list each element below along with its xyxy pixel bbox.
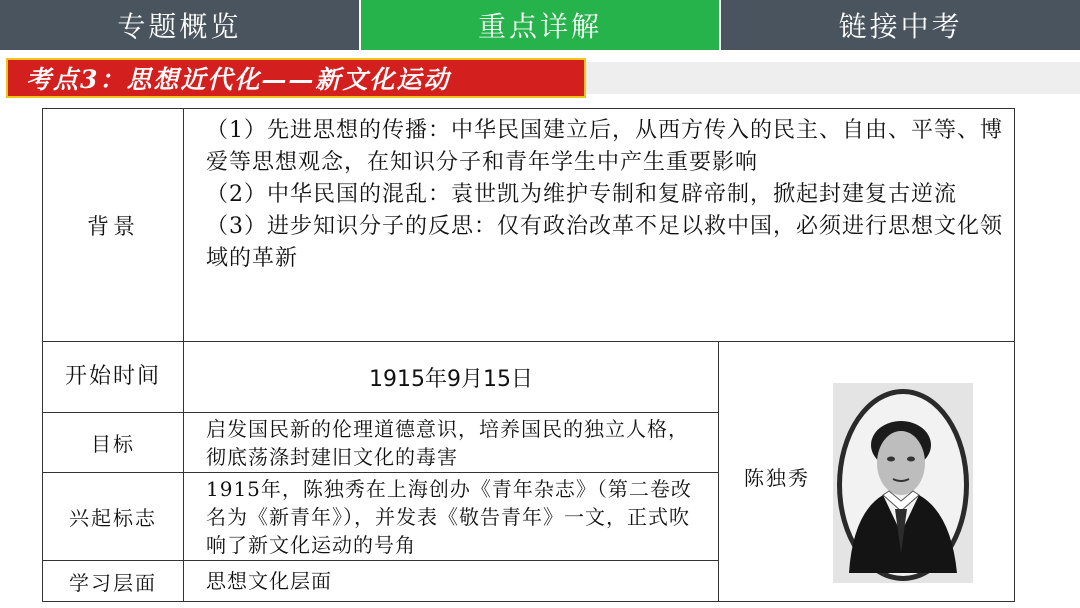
topic-stripe bbox=[586, 62, 1080, 94]
portrait-photo bbox=[833, 383, 973, 583]
tab-bar bbox=[0, 0, 1080, 50]
background-label: 背景 bbox=[42, 108, 184, 342]
background-item: （1）先进思想的传播：中华民国建立后，从西方传入的民主、自由、平等、博爱等思想观念，在知识分子和青年学生中产生重要影响 bbox=[206, 118, 1003, 175]
start-time-label: 开始时间 bbox=[42, 341, 184, 413]
goal-value: 启发国民新的伦理道德意识，培养国民的独立人格，彻底荡涤封建旧文化的毒害 bbox=[183, 412, 719, 473]
portrait-image bbox=[833, 383, 973, 583]
tab-exam-links[interactable]: 链接中考 bbox=[719, 0, 1080, 50]
rise-label: 兴起标志 bbox=[42, 472, 184, 561]
background-content bbox=[183, 108, 1015, 342]
background-item: （3）进步知识分子的反思：仅有政治改革不足以救中国，必须进行思想文化领域的革新 bbox=[206, 214, 1003, 271]
level-label: 学习层面 bbox=[42, 560, 184, 602]
tab-key-points[interactable]: 重点详解 bbox=[359, 0, 720, 50]
person-name: 陈独秀 bbox=[744, 466, 810, 490]
start-time-value: 1915年9月15日 bbox=[183, 341, 719, 413]
tab-overview[interactable]: 专题概览 bbox=[0, 0, 359, 50]
goal-label: 目标 bbox=[42, 412, 184, 473]
level-value: 思想文化层面 bbox=[183, 560, 719, 602]
topic-title: 考点3：思想近代化——新文化运动 bbox=[6, 58, 586, 98]
background-item: （2）中华民国的混乱：袁世凯为维护专制和复辟帝制，掀起封建复古逆流 bbox=[206, 182, 957, 207]
rise-value: 1915年，陈独秀在上海创办《青年杂志》（第二卷改名为《新青年》），并发表《敬告青年》一文，正式吹响了新文化运动的号角 bbox=[183, 472, 719, 561]
